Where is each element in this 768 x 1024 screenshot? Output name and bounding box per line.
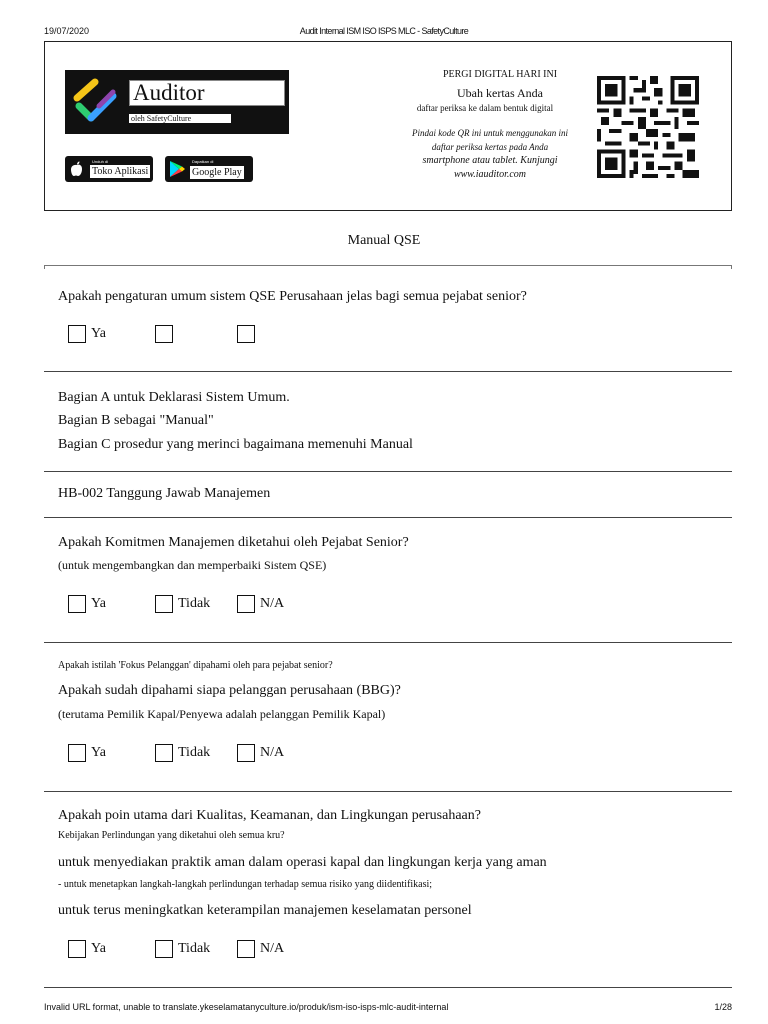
banner-instruction-line: smartphone atau tablet. Kunjungi bbox=[422, 155, 558, 166]
iauditor-logo-icon bbox=[69, 76, 121, 128]
question-text: Apakah sudah dipahami siapa pelanggan perusahaan (BBG)? bbox=[58, 683, 401, 698]
print-date: 19/07/2020 bbox=[44, 26, 90, 36]
option-na[interactable] bbox=[237, 744, 284, 762]
option-tidak[interactable] bbox=[155, 744, 210, 762]
question-line: untuk menyediakan praktik aman dalam operasi kapal dan lingkungan kerja yang aman bbox=[58, 855, 547, 870]
checkbox[interactable] bbox=[237, 595, 255, 613]
print-title: Audit Internal ISM ISO ISPS MLC - SafetyCulture bbox=[299, 26, 469, 36]
item-divider bbox=[44, 471, 732, 472]
option-2[interactable] bbox=[155, 325, 178, 343]
option-ya[interactable] bbox=[68, 744, 106, 762]
section-divider bbox=[44, 265, 732, 266]
question-intro: - untuk menetapkan langkah-langkah perlindungan terhadap semua risiko yang diidentifikasi; bbox=[58, 879, 433, 890]
google-play-small-text: Dapatkan di bbox=[192, 159, 214, 164]
option-label: Tidak bbox=[178, 596, 211, 611]
option-label: N/A bbox=[260, 745, 285, 760]
checkbox[interactable] bbox=[237, 744, 255, 762]
google-play-label: Google Play bbox=[192, 167, 242, 178]
section-title: Manual QSE bbox=[347, 233, 421, 248]
checkbox[interactable] bbox=[155, 325, 173, 343]
qr-code bbox=[597, 76, 699, 178]
banner-instruction-link[interactable]: www.iauditor.com bbox=[453, 169, 527, 180]
checkbox[interactable] bbox=[155, 744, 173, 762]
item-divider bbox=[44, 642, 732, 643]
option-label: Tidak bbox=[178, 745, 211, 760]
option-label: Ya bbox=[91, 596, 106, 611]
option-label: Tidak bbox=[178, 941, 211, 956]
info-line: Bagian C prosedur yang merinci bagaimana memenuhi Manual bbox=[58, 437, 413, 452]
app-store-small-text: Unduh di bbox=[92, 159, 109, 164]
option-tidak[interactable] bbox=[155, 595, 210, 613]
banner-instruction bbox=[395, 126, 585, 182]
option-label: Ya bbox=[91, 941, 106, 956]
info-line: Bagian A untuk Deklarasi Sistem Umum. bbox=[58, 390, 290, 405]
banner-subheading-2: daftar periksa ke dalam bentuk digital bbox=[416, 103, 554, 113]
option-label: Ya bbox=[91, 745, 106, 760]
iauditor-logo bbox=[65, 70, 289, 134]
banner-heading: PERGI DIGITAL HARI INI bbox=[442, 69, 558, 80]
checkbox[interactable] bbox=[155, 940, 173, 958]
option-label: N/A bbox=[260, 596, 285, 611]
checkbox[interactable] bbox=[155, 595, 173, 613]
checkbox[interactable] bbox=[68, 325, 86, 343]
question-text: Apakah pengaturan umum sistem QSE Perusahaan jelas bagi semua pejabat senior? bbox=[58, 289, 527, 304]
info-line: Bagian B sebagai "Manual" bbox=[58, 413, 214, 428]
question-line: untuk terus meningkatkan keterampilan manajemen keselamatan personel bbox=[58, 903, 472, 918]
checkbox[interactable] bbox=[237, 325, 255, 343]
print-url: Invalid URL format, unable to translate.ykeselamatanyculture.io/produk/ism-iso-isps-mlc-audit-internal bbox=[44, 1002, 449, 1012]
promo-banner bbox=[44, 41, 732, 211]
apple-icon bbox=[70, 161, 84, 177]
option-tidak[interactable] bbox=[155, 940, 210, 958]
item-divider bbox=[44, 987, 732, 988]
banner-instruction-line: daftar periksa kertas pada Anda bbox=[431, 142, 549, 152]
print-page-number: 1/28 bbox=[714, 1002, 732, 1012]
google-play-icon bbox=[169, 160, 186, 178]
option-ya[interactable] bbox=[68, 595, 106, 613]
option-label: N/A bbox=[260, 941, 285, 956]
option-label: Ya bbox=[91, 326, 106, 341]
question-note: (terutama Pemilik Kapal/Penyewa adalah pelanggan Pemilik Kapal) bbox=[58, 707, 386, 721]
option-3[interactable] bbox=[237, 325, 260, 343]
checkbox[interactable] bbox=[68, 940, 86, 958]
option-na[interactable] bbox=[237, 595, 284, 613]
checkbox[interactable] bbox=[68, 744, 86, 762]
option-na[interactable] bbox=[237, 940, 284, 958]
banner-instruction-line: Pindai kode QR ini untuk menggunakan ini bbox=[412, 128, 568, 138]
item-divider bbox=[44, 517, 732, 518]
item-divider bbox=[44, 791, 732, 792]
question-intro: Apakah istilah 'Fokus Pelanggan' dipahami oleh para pejabat senior? bbox=[58, 660, 333, 671]
question-intro: Kebijakan Perlindungan yang diketahui oleh semua kru? bbox=[58, 830, 285, 841]
option-ya[interactable] bbox=[68, 940, 106, 958]
question-text: Apakah poin utama dari Kualitas, Keamanan, dan Lingkungan perusahaan? bbox=[58, 808, 481, 823]
question-note: (untuk mengembangkan dan memperbaiki Sistem QSE) bbox=[58, 558, 327, 572]
app-store-label: Toko Aplikasi bbox=[92, 166, 149, 177]
logo-by: oleh SafetyCulture bbox=[129, 114, 231, 123]
app-store-badge[interactable] bbox=[65, 156, 153, 182]
question-text: Apakah Komitmen Manajemen diketahui oleh Pejabat Senior? bbox=[58, 535, 409, 550]
option-ya[interactable] bbox=[68, 325, 106, 343]
checkbox[interactable] bbox=[68, 595, 86, 613]
google-play-badge[interactable] bbox=[165, 156, 253, 182]
logo-name: Auditor bbox=[129, 80, 285, 106]
banner-subheading: Ubah kertas Anda bbox=[457, 86, 543, 100]
item-divider bbox=[44, 371, 732, 372]
checkbox[interactable] bbox=[237, 940, 255, 958]
subsection-title: HB-002 Tanggung Jawab Manajemen bbox=[58, 486, 271, 501]
